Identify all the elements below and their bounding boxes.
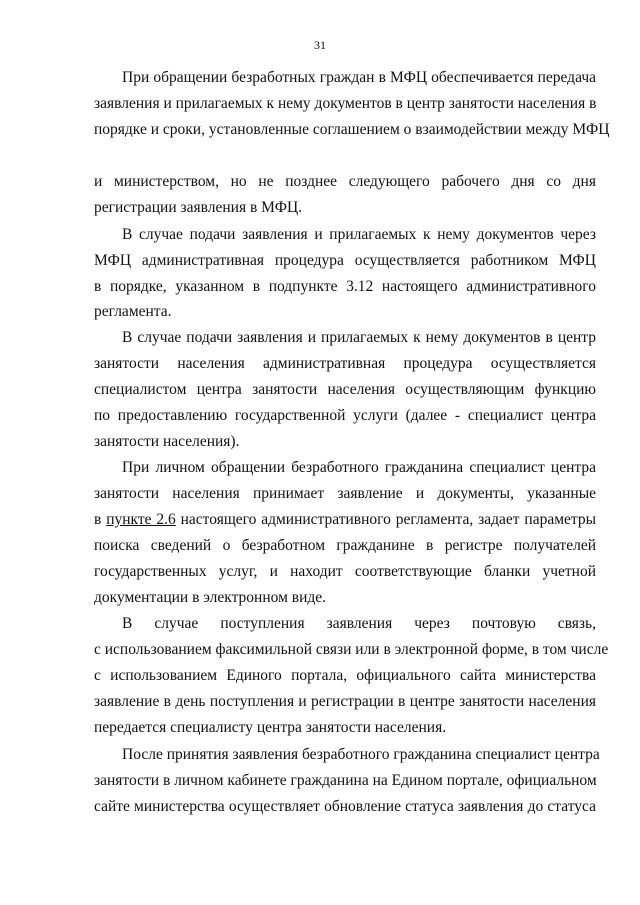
text-line: В случае поступления заявления через почтовую связь,: [122, 615, 596, 632]
text-line: и министерством, но не позднее следующего рабочего дня со дня: [94, 173, 596, 190]
text-line: После принятия заявления безработного гражданина специалист центра: [122, 746, 600, 763]
text-line-rest: настоящего административного регламента, задает параметры: [180, 511, 597, 528]
text-line: с использованием Единого портала, официального сайта министерства: [94, 667, 596, 684]
text-line: поиска сведений о безработном гражданине в регистре получателей: [94, 537, 596, 554]
text-line: с использованием факсимильной связи или в электронной форме, в том числе: [94, 641, 609, 658]
text-line: специалистом центра занятости населения осуществляющим функцию: [94, 381, 596, 398]
text-line: регистрации заявления в МФЦ.: [94, 199, 303, 216]
section-link[interactable]: пункте 2.6: [106, 511, 176, 528]
text-line: В случае подачи заявления и прилагаемых к нему документов в центр: [122, 329, 596, 346]
text-line: занятости населения).: [94, 433, 240, 450]
text-line: занятости населения административная процедура осуществляется: [94, 355, 596, 372]
text-line: В случае подачи заявления и прилагаемых к нему документов через: [122, 226, 596, 243]
text-line: по предоставлению государственной услуги (далее - специалист центра: [94, 407, 596, 424]
page-number: 31: [314, 38, 326, 52]
text-line: сайте министерства осуществляет обновление статуса заявления до статуса: [94, 798, 596, 815]
text-line: занятости в личном кабинете гражданина на Едином портале, официальном: [94, 772, 597, 789]
text-line: в порядке, указанном в подпункте 3.12 настоящего административного: [94, 278, 596, 295]
text-line: занятости населения принимает заявление и документы, указанные: [94, 485, 596, 502]
text-line: регламента.: [94, 303, 172, 320]
text-line: передается специалисту центра занятости населения.: [94, 719, 447, 736]
text-line-with-link: [94, 510, 596, 530]
text-line: порядке и сроки, установленные соглашением о взаимодействии между МФЦ: [94, 121, 610, 138]
text-line: государственных услуг, и находит соответствующие бланки учетной: [94, 563, 596, 580]
text-line: заявление в день поступления и регистрации в центре занятости населения: [94, 693, 596, 710]
text-line: При обращении безработных граждан в МФЦ обеспечивается передача: [122, 69, 596, 86]
text-line: заявления и прилагаемых к нему документов в центр занятости населения в: [94, 95, 597, 112]
text-line: документации в электронном виде.: [94, 589, 327, 606]
text-line-prefix: в: [94, 511, 102, 528]
text-line: МФЦ административная процедура осуществляется работником МФЦ: [94, 252, 596, 269]
text-line: При личном обращении безработного гражданина специалист центра: [122, 459, 596, 476]
